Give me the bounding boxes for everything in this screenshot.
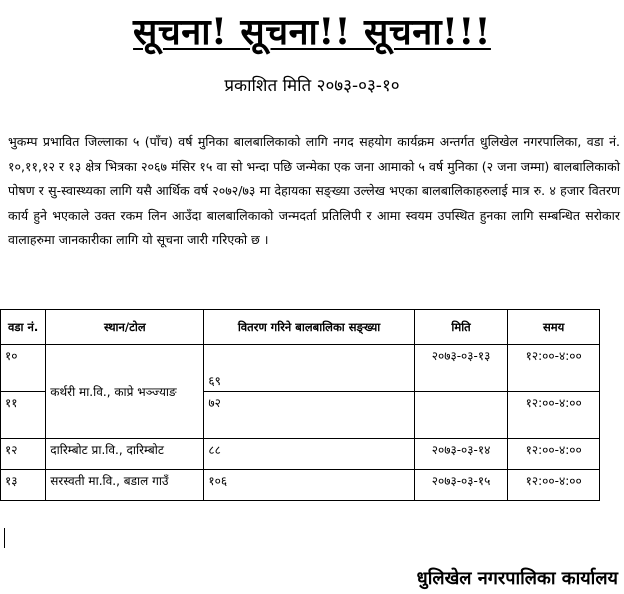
place-cell: दारिम्बोट प्रा.वि., दारिम्बोट	[46, 439, 204, 470]
place-cell: सरस्वती मा.वि., बडाल गाउँ	[46, 470, 204, 501]
count-cell: ७२	[204, 392, 414, 439]
table-row	[1, 345, 600, 392]
date-cell	[414, 392, 508, 439]
table-header-row	[1, 310, 600, 345]
ward-cell: १३	[1, 470, 46, 501]
text-cursor	[4, 528, 5, 548]
notice-title: सूचना! सूचना!! सूचना!!!	[133, 11, 491, 53]
time-cell: १२:००-४:००	[508, 345, 600, 392]
notice-body: भुकम्प प्रभावित जिल्लाका ५ (पाँच) वर्ष मुनिका बालबालिकाको लागि नगद सहयोग कार्यक्रम अन्तर्गत धुलिखेल नगरपालिका, वडा नं. १०,११,१२ र १३ क्षेत्र भित्रका २०६७ मंसिर १५ वा सो भन्दा पछि जन्मेका एक जना आमाको ५ वर्ष मुनिका (२ जना जम्मा) बालबालिकाको पोषण र सु-स्वास्थ्यका लागि यसै आर्थिक वर्ष २०७२/७३ मा देहायका सङ्ख्या उल्लेख भएका बालबालिकाहरुलाई मात्र रु. ४ हजार वितरण कार्य हुने भएकाले उक्त रकम लिन आउँदा बालबालिकाको जन्मदर्ता प्रतिलिपी र आमा स्वयम उपस्थित हुनका लागि सम्बन्धित सरोकार वालाहरुमा जानकारीका लागि यो सूचना जारी गरिएको छ ।	[8, 134, 620, 247]
date-cell: २०७३-०३-१५	[414, 470, 508, 501]
published-date: प्रकाशित मिति २०७३-०३-१०	[224, 76, 400, 96]
table-row	[1, 439, 600, 470]
ward-cell: ११	[1, 392, 46, 439]
header-date: मिति	[414, 310, 508, 345]
ward-cell: १०	[1, 345, 46, 392]
count-cell: ६९	[204, 345, 414, 392]
count-cell: १०६	[204, 470, 414, 501]
header-count: वितरण गरिने बालबालिका सङ्ख्या	[204, 310, 414, 345]
time-cell: १२:००-४:००	[508, 392, 600, 439]
table-row	[1, 470, 600, 501]
count-cell: ८८	[204, 439, 414, 470]
ward-cell: १२	[1, 439, 46, 470]
distribution-schedule-table	[0, 309, 600, 501]
header-place: स्थान/टोल	[46, 310, 204, 345]
place-cell: कर्थरी मा.वि., काप्रे भञ्ज्याङ	[46, 345, 204, 439]
header-time: समय	[508, 310, 600, 345]
time-cell: १२:००-४:००	[508, 470, 600, 501]
time-cell: १२:००-४:००	[508, 439, 600, 470]
date-cell: २०७३-०३-१३	[414, 345, 508, 392]
office-signature: धुलिखेल नगरपालिका कार्यालय	[416, 568, 618, 589]
header-ward: वडा नं.	[1, 310, 46, 345]
date-cell: २०७३-०३-१४	[414, 439, 508, 470]
